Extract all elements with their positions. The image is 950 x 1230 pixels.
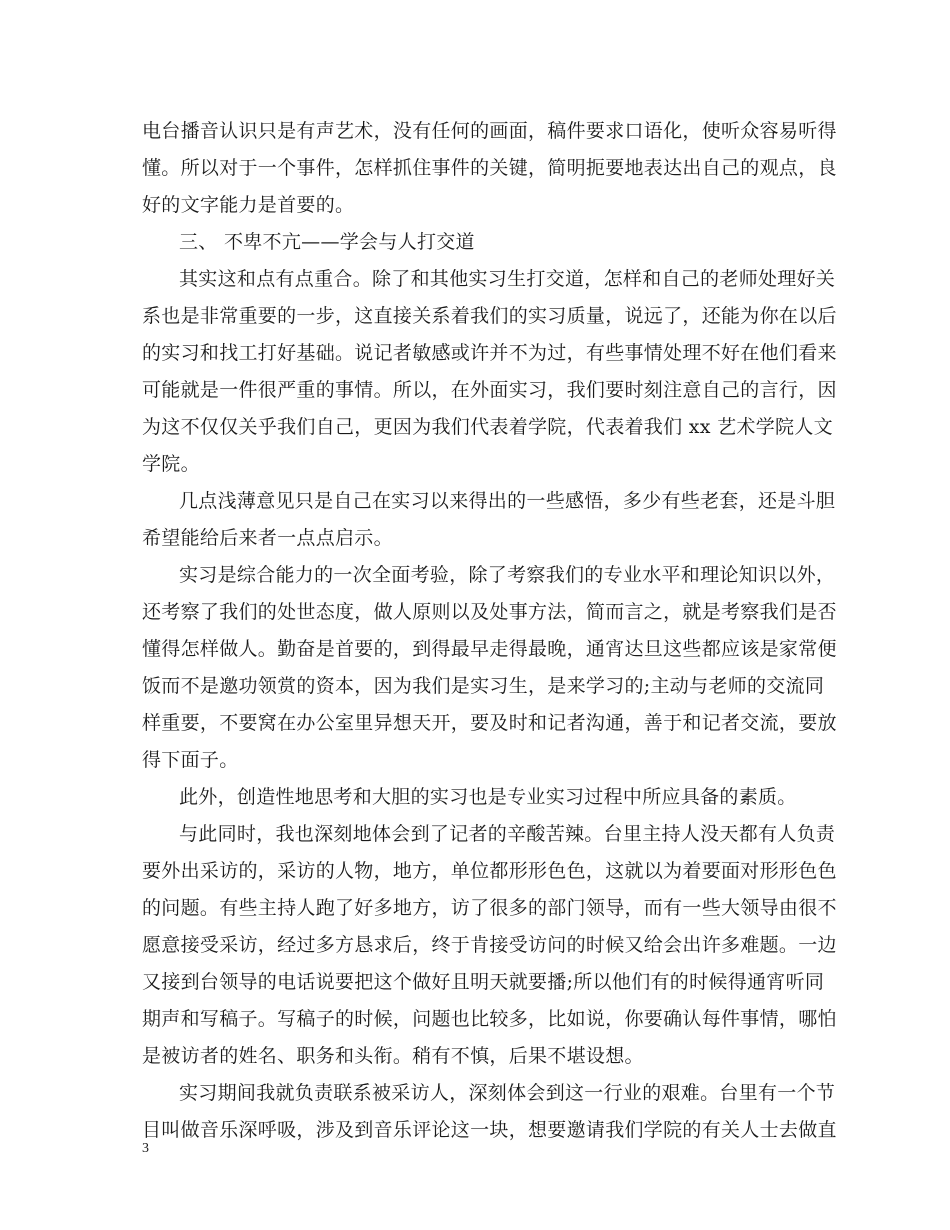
text-line: 样重要，不要窝在办公室里异想天开，要及时和记者沟通，善于和记者交流，要放 [142,712,837,734]
paragraph-first-line: 此外，创造性地思考和大胆的实习也是专业实习过程中所应具备的素质。 [179,786,797,808]
text-line: 好的文字能力是首要的。 [142,194,355,216]
text-line: 为这不仅仅关乎我们自己，更因为我们代表着学院，代表着我们 xx 艺术学院人文 [142,416,833,438]
paragraph-first-line: 实习期间我就负责联系被采访人，深刻体会到这一行业的艰难。台里有一个节 [179,1082,836,1104]
text-line: 学院。 [142,453,200,475]
text-line: 期声和写稿子。写稿子的时候，问题也比较多，比如说，你要确认每件事情，哪怕 [142,1008,837,1030]
text-line: 电台播音认识只是有声艺术，没有任何的画面，稿件要求口语化，使听众容易听得 [142,120,837,142]
paragraph-first-line: 几点浅薄意见只是自己在实习以来得出的一些感悟，多少有些老套，还是斗胆 [179,490,836,512]
text-line: 是被访者的姓名、职务和头衔。稍有不慎，后果不堪设想。 [142,1045,644,1067]
paragraph-first-line: 与此同时，我也深刻地体会到了记者的辛酸苦辣。台里主持人没天都有人负责 [179,823,836,845]
section-heading: 三、 不卑不亢——学会与人打交道 [179,231,475,253]
text-line: 可能就是一件很严重的事情。所以，在外面实习，我们要时刻注意自己的言行，因 [142,379,837,401]
text-line: 要外出采访的，采访的人物，地方，单位都形形色色，这就以为着要面对形形色色 [142,860,837,882]
text-line: 得下面子。 [142,749,239,771]
text-line: 的实习和找工打好基础。说记者敏感或许并不为过，有些事情处理不好在他们看来 [142,342,837,364]
text-line: 懂得怎样做人。勤奋是首要的，到得最早走得最晚，通宵达旦这些都应该是家常便 [142,638,837,660]
text-line: 饭而不是邀功领赏的资本，因为我们是实习生，是来学习的;主动与老师的交流同 [142,675,825,697]
text-line: 懂。所以对于一个事件，怎样抓住事件的关键，简明扼要地表达出自己的观点，良 [142,157,837,179]
paragraph-first-line: 其实这和点有点重合。除了和其他实习生打交道，怎样和自己的老师处理好关 [179,268,836,290]
page-number: 3 [142,1141,149,1156]
text-line: 又接到台领导的电话说要把这个做好且明天就要播;所以他们有的时候得通宵听同 [142,971,825,993]
text-line: 愿意接受采访，经过多方恳求后，终于肯接受访问的时候又给会出许多难题。一边 [142,934,837,956]
text-line: 系也是非常重要的一步，这直接关系着我们的实习质量，说远了，还能为你在以后 [142,305,837,327]
text-line: 目叫做音乐深呼吸，涉及到音乐评论这一块，想要邀请我们学院的有关人士去做直 [142,1119,837,1141]
text-line: 还考察了我们的处世态度，做人原则以及处事方法，简而言之，就是考察我们是否 [142,601,837,623]
text-line: 的问题。有些主持人跑了好多地方，访了很多的部门领导，而有一些大领导由很不 [142,897,837,919]
text-line: 希望能给后来者一点点启示。 [142,527,393,549]
paragraph-first-line: 实习是综合能力的一次全面考验，除了考察我们的专业水平和理论知识以外， [179,564,836,586]
